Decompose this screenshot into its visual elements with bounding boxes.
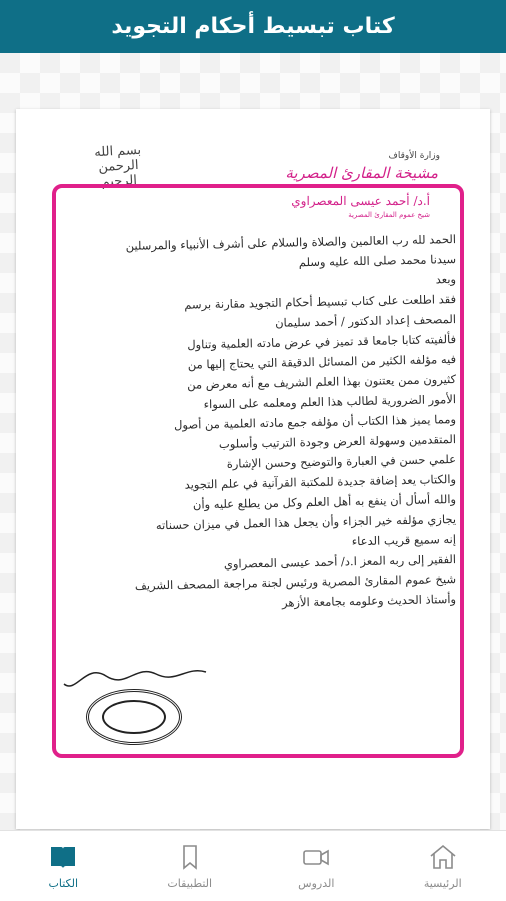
letter-line: المصحف إعداد الدكتور / أحمد سليمان xyxy=(56,309,456,337)
app-title: كتاب تبسيط أحكام التجويد xyxy=(111,14,394,39)
letter-line: إنه سميع قريب الدعاء xyxy=(56,529,456,557)
letter-line: يجازي مؤلفه خير الجزاء وأن يجعل هذا العمل في ميزان حسناته xyxy=(56,509,456,537)
letter-line: وأستاذ الحديث وعلومه بجامعة الأزهر xyxy=(56,589,456,617)
tab-applications[interactable] xyxy=(127,831,254,901)
tab-book-label: الكتاب xyxy=(49,877,79,890)
letter-line: والله أسأل أن ينفع به أهل العلم وكل من يطلع عليه وأن xyxy=(56,489,456,517)
letter-line: فقد اطلعت على كتاب تبسيط أحكام التجويد مقارنة برسم xyxy=(56,289,456,317)
tab-book[interactable] xyxy=(0,831,127,901)
letter-line: فألفيته كتابا جامعا قد تميز في عرض مادته العلمية وتناول xyxy=(56,329,456,357)
document-ministry: وزارة الأوقاف xyxy=(389,151,440,161)
letter-line: كثيرون ممن يعتنون بهذا العلم الشريف مع أنه معرض من xyxy=(56,369,456,397)
bookmark-icon xyxy=(175,843,205,871)
official-seal xyxy=(86,689,182,745)
book-viewer[interactable] xyxy=(0,53,506,830)
letter-line: المتقدمين وسهولة العرض وجودة الترتيب وأسلوب xyxy=(56,429,456,457)
letter-line: الفقير إلى ربه المعز ا.د/ أحمد عيسى المعصراوي xyxy=(56,549,456,577)
letterhead-role: شيخ عموم المقارئ المصرية xyxy=(290,211,430,219)
letter-line: شيخ عموم المقارئ المصرية ورئيس لجنة مراجعة المصحف الشريف xyxy=(56,569,456,597)
seal-inner-ring xyxy=(102,700,166,734)
bottom-tab-bar xyxy=(0,830,506,901)
tab-lessons-label: الدروس xyxy=(298,877,334,890)
letter-body xyxy=(56,229,456,659)
letter-line: فيه مؤلفه الكثير من المسائل الدقيقة التي يحتاج إليها من xyxy=(56,349,456,377)
video-icon xyxy=(301,843,331,871)
letter-line: الحمد لله رب العالمين والصلاة والسلام على أشرف الأنبياء والمرسلين xyxy=(56,229,456,257)
letter-line: وبعد xyxy=(56,269,456,297)
app-header xyxy=(0,0,506,53)
tab-home[interactable] xyxy=(380,831,506,901)
document-basmala: بسم الله الرحمن الرحيم xyxy=(80,142,155,172)
letter-line: الأمور الضرورية لطالب هذا العلم ومعلمه على السواء xyxy=(56,389,456,417)
letter-line: ومما يميز هذا الكتاب أن مؤلفه جمع مادته العلمية من أصول xyxy=(56,409,456,437)
book-page[interactable] xyxy=(16,109,490,829)
tab-home-label: الرئيسية xyxy=(424,877,462,890)
letter-line: سيدنا محمد صلى الله عليه وسلم xyxy=(56,249,456,277)
letter-line: علمي حسن في العبارة والتوضيح وحسن الإشارة xyxy=(56,449,456,477)
tab-lessons[interactable] xyxy=(253,831,380,901)
letter-line: والكتاب يعد إضافة جديدة للمكتبة القرآنية في علم التجويد xyxy=(56,469,456,497)
book-icon xyxy=(48,843,78,871)
letterhead-person: أ.د/ أحمد عيسى المعصراوي xyxy=(290,194,430,208)
letterhead-org-name: مشيخة المقارئ المصرية xyxy=(278,164,438,192)
home-icon xyxy=(428,843,458,871)
tab-applications-label: التطبيقات xyxy=(167,877,212,890)
